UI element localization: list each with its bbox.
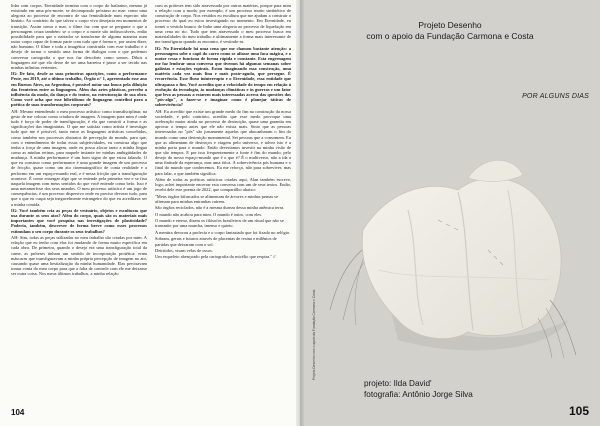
project-credit: projeto: Ilda David' <box>364 379 432 388</box>
project-title-line-2: com o apoio da Fundação Carmona e Costa <box>366 31 534 41</box>
body-paragraph: AH: Sim, todas as peças utilizadas no meu trabalho são criadas por mim. A relação que eu tenho com elas foi mudando de forma muito específica em cada obra. De primeira, quando o desejo era uma transfiguração total da carne, as próteses tinham um sentido de incorporação protética: eram máscaras que transfiguravam a minha própria percepção de imagem no ato, causando quase uma bestialização da minha humanidade. Elas precisavam tomar conta do meu corpo para que a falta de controle com ele me deixasse ser outra coisa. Nos meus últimos trabalhos, a minha relação <box>11 235 147 277</box>
page-number-left: 104 <box>11 408 25 417</box>
body-paragraph: Além de todas as poéticas artísticas criadas aqui, Alan também escreve, logo, achei importante encerrar esta conversa com um de seus textos. Então, recebi dele este poema de 2022, que compartilho abaixo: <box>155 177 291 193</box>
body-paragraph: com as próteses tem sido atravessada por outras matérias, porque para mim a relação com a moda, por exemplo, é um processo muito simbiótico de construção de corpo. Nos vestidos eu escultura que me ajudam a construir o processo do qual eu estou investigando no momento. Em Eternidade, eu tornei o vestido branco de linho uma alegoria ao processo de liquefação em uma cena no rio. Tudo que tem atravessado o meu processo busca em materialidades do meu trabalho e ultimamente a forma mais interessante de me transfigurar quando as encontro, é vestindo-as. <box>155 3 291 45</box>
section-label: POR ALGUNS DIAS <box>522 93 589 100</box>
body-paragraph: AH: Mesmo entendendo o meu processo artístico como transdisciplinar, na gesto de me colocar como criadora de imagem. A imagem para mim é onde tudo é força de poder de transfiguração, é ela que constrói a forma e as significações das imaginárias. O que me satisfaz como artista é investigar tudo que me é possível, tanto entre as linguagens artísticas concebidas, como também nos processos abstratos de percepção do mundo, para que, com o entendimento de todas essas subjetividades, eu construa algo que tenha a força de uma imagem, onde eu possa alocar tanto a minha língua como as minhas retinas, para naquele instante ter minhas ambigüidades de mudança. A minha performance é um bom signo do que estou falando. O que eu construo como performance é uma grande imagem de um processo de fricção, quase como um ato cinematográfico de conta realidade e a performo em um espaço-mundo real, e é nessa fricção que a transfiguração acontece. É como enxergar algo que se entende pela primeira vez e se fixa naquela imagem com meus sentidos do que você entende como belo. Isso é uma metamorfose dos seus mundos. O meu processo artístico é um jogo de consequências, é um processo dispersivo onde eu preciso devorar tudo, para que o que eu cuspa seja inegavelmente estrangeiro do que eu acreditava ser a minha comida. <box>11 108 147 207</box>
project-title-line-1: Projeto Desenho <box>418 20 482 30</box>
poem-line: Sobram, gerais e futuros através de placentas de resina e milênios de partidas que deixaram com o sol. <box>155 236 277 247</box>
photographer-credit: fotografia: Antônio Jorge Silva <box>364 390 473 399</box>
poem-line: "Meus órgãos bifurcados se alimentam de árvores e minhas pernas se afirmam para minhas entranhas caírem. <box>155 193 278 204</box>
poem-line: São órgãos reciclados, não é a mesma dureza dessa minha anêmica terra. <box>155 205 285 211</box>
text-column-1 <box>11 3 147 407</box>
textile-sculpture-photo-icon <box>318 150 586 360</box>
poem-line: Um esqueleto abençoado pela cartografia do micélio que respira." // <box>155 254 276 260</box>
project-title <box>300 20 600 42</box>
body-paragraph: AH: Eu acredito que existe um grande medo do fim na construção da nossa sociedade, e pelo contrário, acredito que esse medo provoque uma aceleração maior ainda no processo de destruição, quase uma garantia em aprovar o tempo antes que ele não exista mais. Sinto que as pessoas interessadas no "pós" são justamente aquelas que abocanharam o fim do mundo como uma destruição monumental. Sei pessoas que a consomem. Eu que as alimentam de destroços e viagens pelo universo, e talvez isto é a minha porta para o mundo. Então deveríamos investir na minha visão de que são tempos. E por isso frequentemente a fonte é fim do mundo, pelo desejo do nosso espaço-mundo que é o que é? É o multiverso, não a ida a uma finitude da esperança, mas uma ótica. A sobrevivência pós humana e o final do mundo que conhecemos. Eu me reforço, não para sobreviver, mas para falar, o que também significa. <box>155 108 291 176</box>
page-number-right: 105 <box>568 404 589 418</box>
interview-question: IG: De fato, desde as suas primeiras aparições, como a performance Peste, em 2019, até o último trabalho, Órgão n° 1, apresentado esse ano em Buenos Aires, na Argentina, é possível notar sua busca pela diluição das fronteiras entre as linguagens. Além das artes plásticas, percebo a influência da moda, da dança e do teatro, na estruturação de sua obra. Como você acha que esse hibridismo de linguagem contribui para a poética de suas transformações corporais? <box>11 71 147 108</box>
vertical-side-credit: Projeto Desenho com o apoio da Fundação Carmona e Costa <box>312 289 316 380</box>
text-column-2 <box>155 3 291 407</box>
right-page <box>300 0 600 426</box>
body-paragraph: lidar com corpos. Eternidade termina com o corpo do bailarino, mesmo já existindo em uma pós-morte, se decompondo próximo ao mar: como uma alegoria ao processo de encontro de sua feminilidade num espectro não binário. Ao contrário do que talvez o corpo vivo desejaria em momentos de transição. Assim como o mar, o filme faz com que se pergunte o que a personagem cruza também: se o corpo e a morte são indissociáveis, então possibilidade para que o narrador se transforme de alguma maneira num outro corpo capaz de formar parte com tudo que é forma e, por assim dizer, não humano. O filme e toda a imagética construída com esse trabalho e o desejo de tornar o sentido uma forma de dialogar com o que podemos conversar cartografia o que nos faz descobrir como somos. Diluir a linguagem até que ela deixe de ser uma barreira e passe a ser tecido nas minhas infinitas vertentes. <box>11 3 147 70</box>
poem-line: Detritidos, visam velas de ossos. <box>155 248 213 253</box>
interview-question: IG: Você também cria as peças de vestuário, objetos e esculturas que usa durante os seus atos? Além do corpo, quais são os materiais mais importantes que você pesquisa nas investigações de plasticidade? Poderia, também, descrever de forma breve como esses processos estimulam o seu corpo durante os seus trabalhos? <box>11 207 147 234</box>
poem-line: A mentira devorou a profecia e o corpo fantasiado que foi fixado no relógio. <box>155 229 291 235</box>
poem-line: O mundo e eterno, dizem os filósofos brasileiros de um ritual que não se transmite por uma mancha, imenso e quieto. <box>155 218 284 229</box>
text-columns <box>11 3 291 407</box>
interview-question: IG: No Eternidade há uma cena que me chamou bastante atenção: a personagem sobe o capô do carro como se afiasse uma faca mágica, e o motor cessa e funciona de forma rápida e constante. Esta engrenagem me faz lembrar uma conversa que tivemos há algumas semanas sobre galáxias e estações espirais. Estou imaginando essa construção, uma matéria cada vez mais fina e mais poste-aguda, que persegue. É recorrência. Esse fluxo ininterrupto e o Eternidade, essa entidade que ultrapassa o fim. Você acredita que a velocidade do tempo em relação à evolução da tecnologia, às mudanças climáticas e às guerras e um fator que leva as pessoas a estarem mais interessadas acerca das questões dos "pós-algo", a fazer-se e imaginar como é planejar táticas de sobrevivência? <box>155 45 291 108</box>
poem-line: O mundo não acabou para mim. O mundo é outro, com eles. <box>155 211 263 217</box>
photo-credit <box>364 378 473 400</box>
